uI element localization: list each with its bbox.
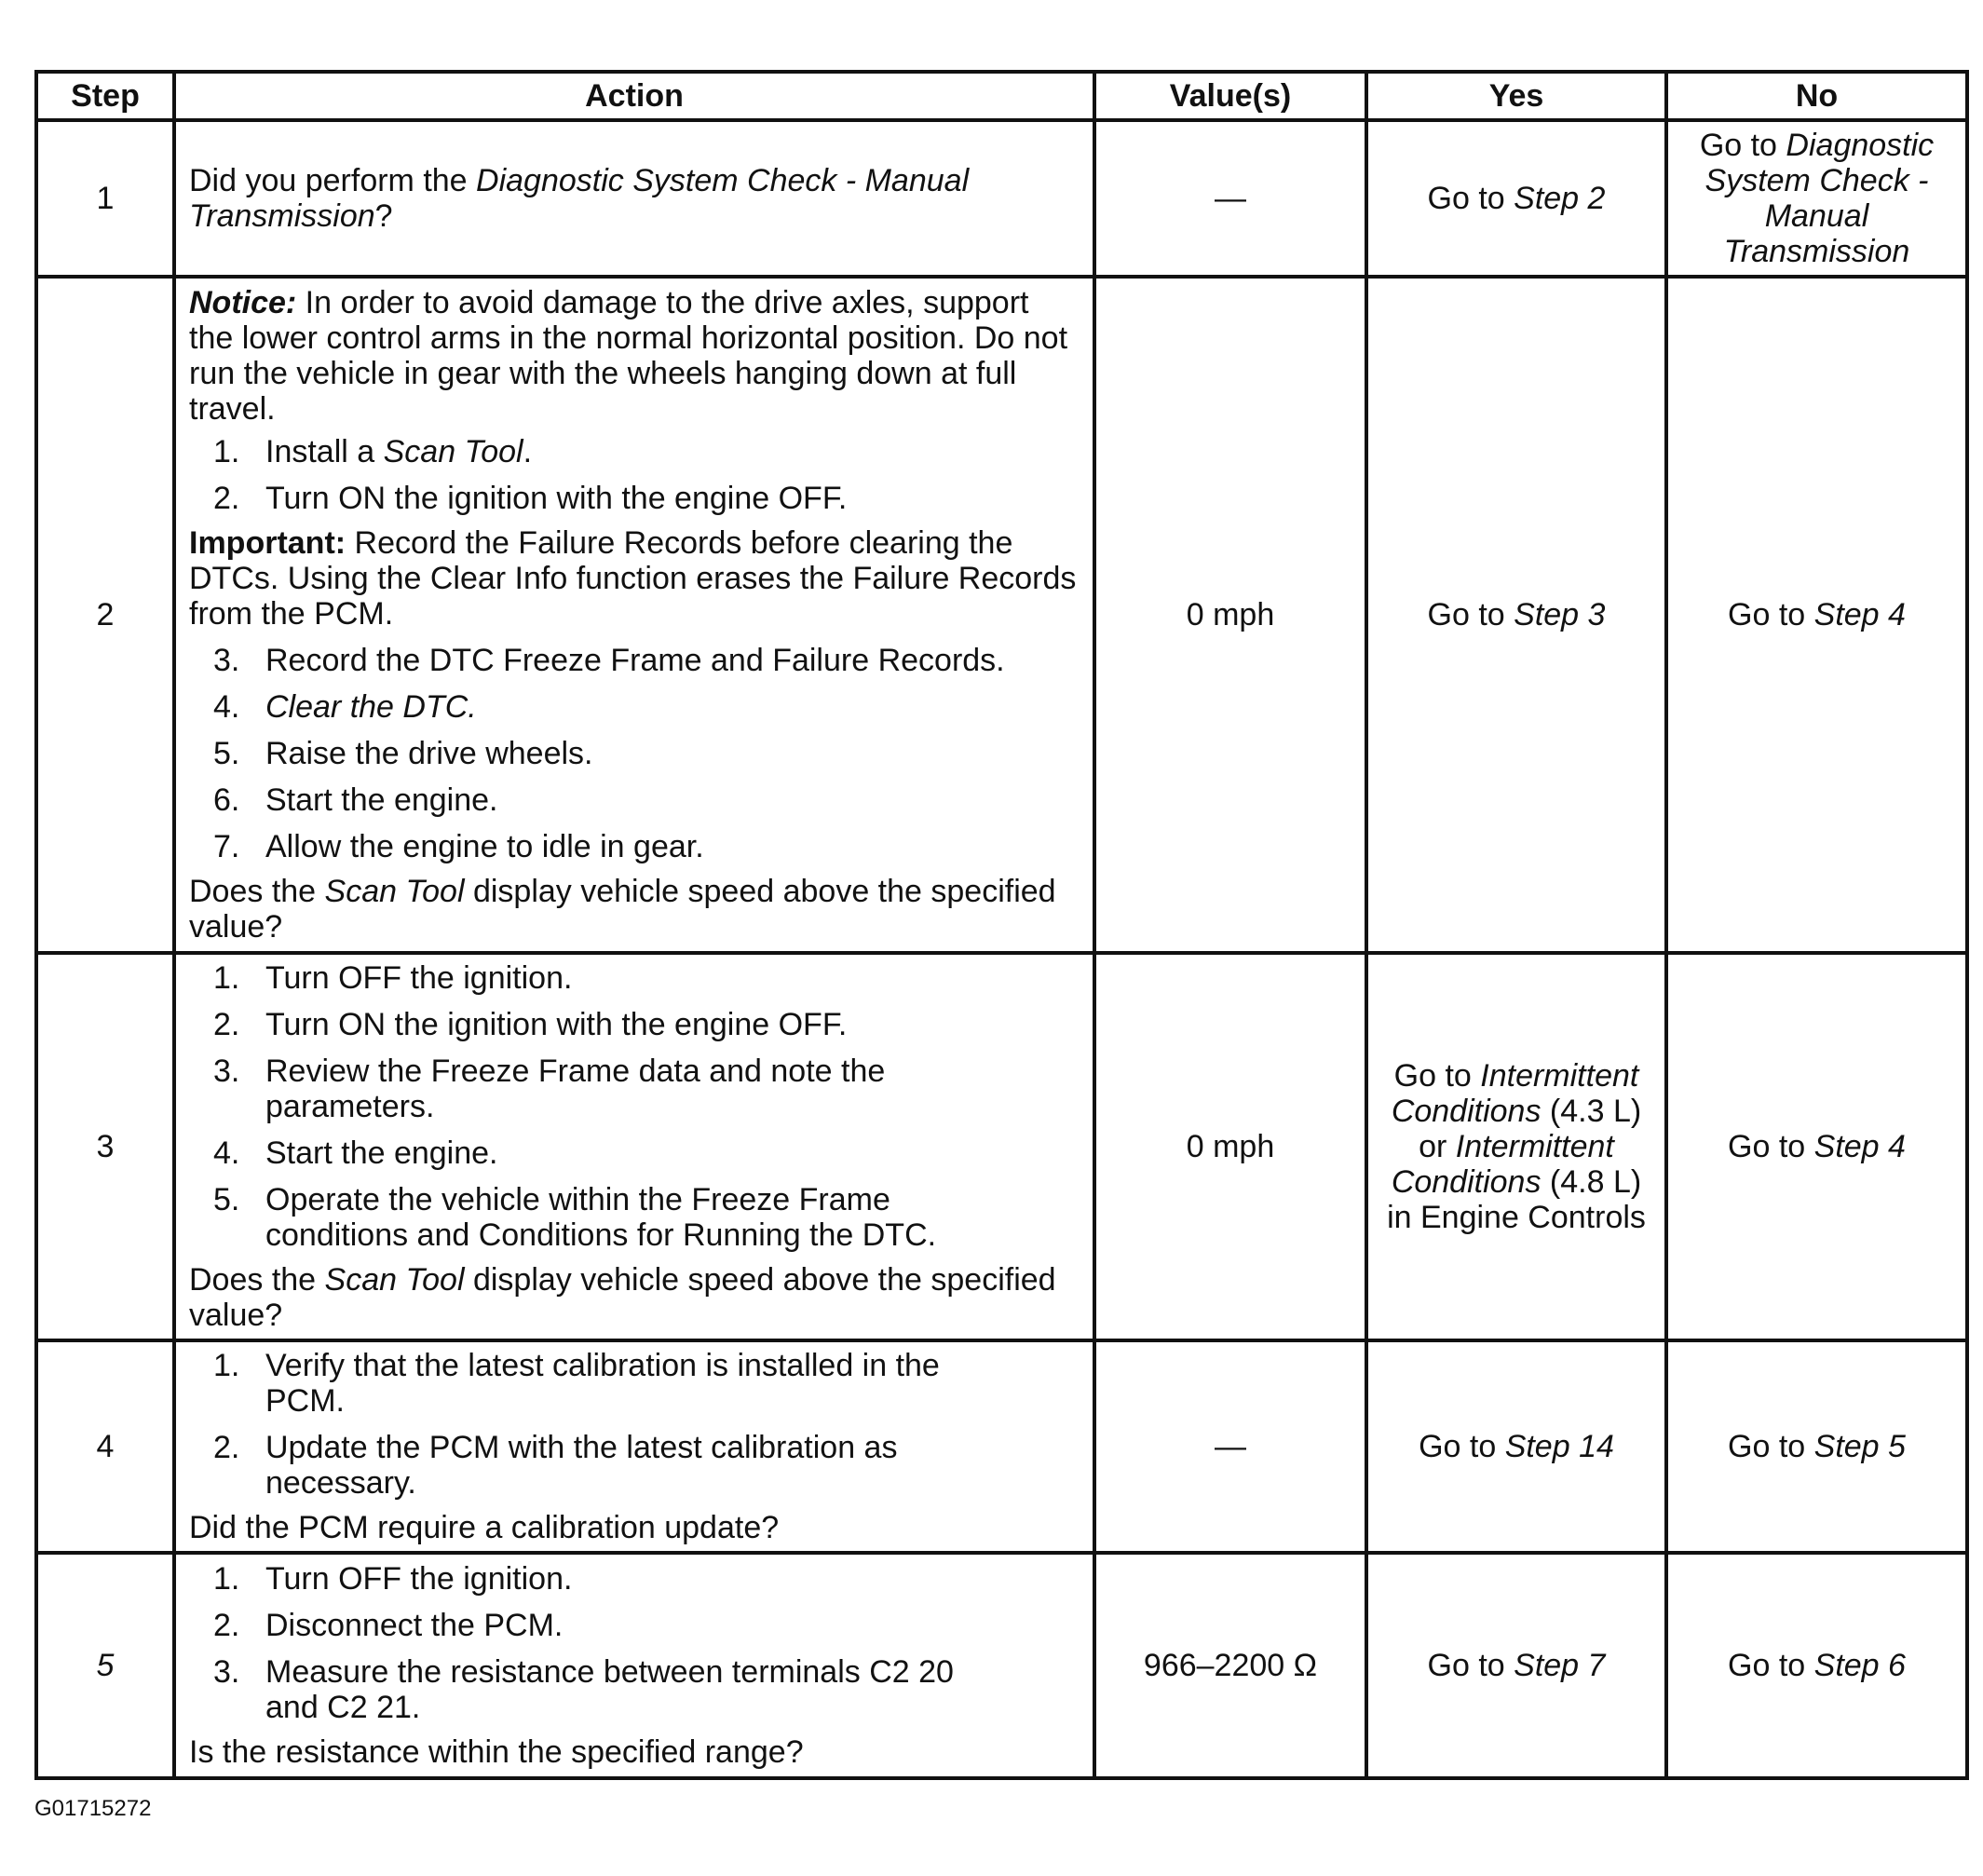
list-item: 4. Clear the DTC. — [213, 689, 477, 725]
list-item: 4. Start the engine. — [213, 1135, 498, 1171]
figure-id: G01715272 — [34, 1796, 152, 1821]
list-item: 1. Install a Scan Tool. — [213, 434, 533, 469]
table-row — [36, 953, 1967, 1340]
step-link[interactable]: Step 5 — [1813, 1429, 1906, 1464]
procedure-link[interactable]: Intermittent Conditions — [1391, 1058, 1639, 1129]
list-item: 2. Turn ON the ignition with the engine OFF. — [213, 1007, 848, 1042]
list-item: 2. Turn ON the ignition with the engine OFF. — [213, 481, 848, 516]
no-cell: Go to Step 4 — [1666, 953, 1967, 1340]
list-item: 1. Turn OFF the ignition. — [213, 960, 573, 996]
action-step-list — [189, 1348, 1080, 1501]
list-item: 3. Record the DTC Freeze Frame and Failure Records. — [213, 643, 1005, 678]
no-cell: Go to Diagnostic System Check - Manual Transmission — [1666, 120, 1967, 277]
step-number: 5 — [36, 1553, 174, 1778]
step-number: 3 — [36, 953, 174, 1340]
action-step-list — [189, 434, 1080, 516]
action-cell — [174, 1553, 1094, 1778]
procedure-link[interactable]: Diagnostic System Check - Manual Transmission — [1705, 128, 1935, 269]
header-yes: Yes — [1366, 72, 1666, 120]
header-values: Value(s) — [1094, 72, 1366, 120]
step-link[interactable]: Step 7 — [1514, 1648, 1606, 1683]
no-cell: Go to Step 5 — [1666, 1340, 1967, 1553]
no-cell: Go to Step 6 — [1666, 1553, 1967, 1778]
table-row — [36, 277, 1967, 953]
action-cell — [174, 953, 1094, 1340]
procedure-link[interactable]: Scan Tool — [383, 434, 523, 469]
list-item: 2. Update the PCM with the latest calibration as necessary. — [213, 1430, 898, 1501]
list-item: 5. Raise the drive wheels. — [213, 736, 593, 771]
step-link[interactable]: Step 3 — [1514, 597, 1606, 632]
step-link[interactable]: Step 4 — [1813, 1129, 1906, 1164]
no-cell: Go to Step 4 — [1666, 277, 1967, 953]
action-step-list — [189, 960, 1080, 1253]
procedure-link[interactable]: Scan Tool — [324, 874, 465, 909]
yes-cell: Go to Intermittent Conditions (4.3 L) or Intermittent Conditions (4.8 L) in Engine Controls — [1366, 953, 1666, 1340]
action-cell — [174, 120, 1094, 277]
procedure-link[interactable]: Intermittent Conditions — [1391, 1129, 1614, 1200]
table-row — [36, 1340, 1967, 1553]
table-row — [36, 120, 1967, 277]
list-item: 1. Turn OFF the ignition. — [213, 1561, 573, 1597]
step-number: 2 — [36, 277, 174, 953]
action-cell — [174, 1340, 1094, 1553]
step-link[interactable]: Step 4 — [1813, 597, 1906, 632]
step-number: 4 — [36, 1340, 174, 1553]
action-question: Is the resistance within the specified range? — [189, 1734, 804, 1770]
yes-cell: Go to Step 3 — [1366, 277, 1666, 953]
procedure-link[interactable]: Diagnostic System Check - Manual Transmission — [189, 163, 970, 234]
list-item: 7. Allow the engine to idle in gear. — [213, 829, 704, 864]
diagnostic-table — [34, 70, 1969, 1780]
action-step-list — [189, 643, 1080, 864]
value-cell: 0 mph — [1094, 277, 1366, 953]
action-step-list — [189, 1561, 1080, 1725]
header-no: No — [1666, 72, 1967, 120]
action-question: Does the Scan Tool display vehicle speed above the specified value? — [189, 874, 1056, 945]
table-row — [36, 1553, 1967, 1778]
diagnostic-table-container — [34, 70, 1965, 1780]
step-link[interactable]: Step 14 — [1504, 1429, 1614, 1464]
yes-cell: Go to Step 2 — [1366, 120, 1666, 277]
header-step: Step — [36, 72, 174, 120]
yes-cell: Go to Step 14 — [1366, 1340, 1666, 1553]
action-question: Did the PCM require a calibration update? — [189, 1510, 780, 1545]
action-cell — [174, 277, 1094, 953]
list-item: 3. Measure the resistance between terminals C2 20 and C2 21. — [213, 1654, 954, 1725]
table-header-row — [36, 72, 1967, 120]
action-question: Did you perform the Diagnostic System Check - Manual Transmission? — [189, 163, 970, 234]
list-item: 5. Operate the vehicle within the Freeze Frame conditions and Conditions for Running the DTC. — [213, 1182, 937, 1253]
action-question: Does the Scan Tool display vehicle speed above the specified value? — [189, 1262, 1056, 1333]
procedure-link[interactable]: Scan Tool — [324, 1262, 465, 1298]
yes-cell: Go to Step 7 — [1366, 1553, 1666, 1778]
step-number: 1 — [36, 120, 174, 277]
list-item: 6. Start the engine. — [213, 782, 498, 818]
procedure-link[interactable]: Clear the DTC. — [265, 689, 477, 725]
list-item: 2. Disconnect the PCM. — [213, 1608, 564, 1643]
notice-paragraph: Notice: In order to avoid damage to the drive axles, support the lower control arms in the normal horizontal position. Do not run the vehicle in gear with the wheels hanging down at full travel. — [189, 285, 1068, 427]
list-item: 3. Review the Freeze Frame data and note the parameters. — [213, 1054, 886, 1124]
step-link[interactable]: Step 6 — [1813, 1648, 1906, 1683]
value-cell: — — [1094, 1340, 1366, 1553]
list-item: 1. Verify that the latest calibration is installed in the PCM. — [213, 1348, 940, 1419]
value-cell: — — [1094, 120, 1366, 277]
value-cell: 966–2200 Ω — [1094, 1553, 1366, 1778]
step-link[interactable]: Step 2 — [1514, 181, 1606, 216]
value-cell: 0 mph — [1094, 953, 1366, 1340]
header-action: Action — [174, 72, 1094, 120]
important-paragraph: Important: Record the Failure Records before clearing the DTCs. Using the Clear Info function erases the Failure Records from the PCM. — [189, 525, 1077, 632]
